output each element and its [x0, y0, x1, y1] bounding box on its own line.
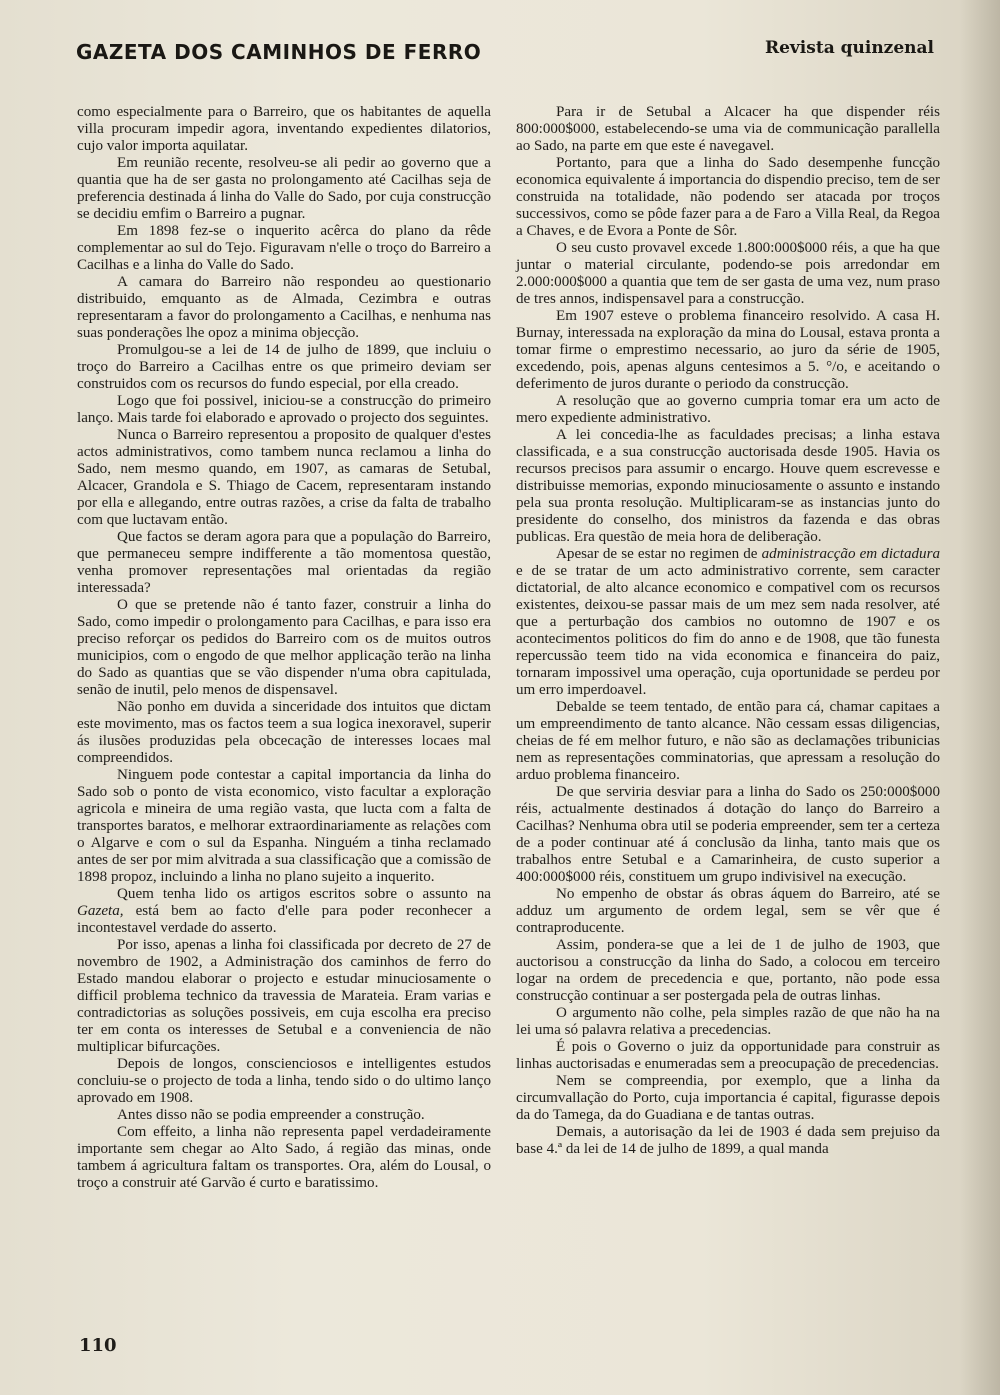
paragraph: Não ponho em duvida a sinceridade dos intuitos que dictam este movimento, mas os factos teem a sua logica inexoravel, superir ás ilusões produzidas pela obcecação de interesses locaes mal compreendidos.: [77, 699, 491, 766]
paragraph: Por isso, apenas a linha foi classificada por decreto de 27 de novembro de 1902, a Administração dos caminhos de ferro do Estado mandou elaborar o projecto e estudar minuciosamente o difficil problema technico da travessia de Marateia. Eram varias e contradictorias as soluções possiveis, em cuja escolha era preciso ter em conta os interesses de Setubal e a conveniencia de não multiplicar bifurcações.: [77, 937, 491, 1055]
paragraph: Promulgou-se a lei de 14 de julho de 1899, que incluiu o troço do Barreiro a Cacilhas entre os que primeiro deviam ser construidos com os recursos do fundo especial, por ella creado.: [77, 342, 491, 392]
gazeta-reference: Gazeta,: [77, 903, 124, 919]
paragraph: Com effeito, a linha não representa papel verdadeiramente importante sem chegar ao Alto Sado, á região das minas, onde tambem á agricultura faltam os transportes. Ora, além do Lousal, o troço a construir até Garvão é curto e baratissimo.: [77, 1124, 491, 1191]
journal-title: GAZETA DOS CAMINHOS DE FERRO: [76, 40, 482, 64]
paragraph: Que factos se deram agora para que a população do Barreiro, que permaneceu sempre indifferente a tão momentosa questão, venha promover representações mal orientadas da região interessada?: [77, 529, 491, 596]
paragraph-text: Apesar de se estar no regimen de: [556, 546, 758, 562]
paragraph: Logo que foi possivel, iniciou-se a construcção do primeiro lanço. Mais tarde foi elaborado e aprovado o projecto dos seguintes.: [77, 393, 491, 426]
paragraph: Depois de longos, conscienciosos e intelligentes estudos concluiu-se o projecto de toda a linha, tendo sido o do ultimo lanço aprovado em 1908.: [77, 1056, 491, 1106]
journal-subtitle: Revista quinzenal: [764, 38, 934, 58]
paragraph: No empenho de obstar ás obras áquem do Barreiro, até se adduz um argumento de ordem legal, sem se vêr que é contraproducente.: [516, 886, 940, 936]
paragraph: Em reunião recente, resolveu-se ali pedir ao governo que a quantia que ha de ser gasta no prolongamento até Cacilhas seja de preferencia destinada á linha do Valle do Sado, por cuja construcção se decidiu emfim o Barreiro a pugnar.: [77, 155, 491, 222]
right-column: [516, 104, 940, 1158]
paragraph-text: está bem ao facto d'elle para poder reconhecer a incontestavel verdade do asserto.: [77, 903, 491, 936]
paragraph: O que se pretende não é tanto fazer, construir a linha do Sado, como impedir o prolongamento para Cacilhas, e para isso era preciso reforçar os pedidos do Barreiro com os de muitos outros municipios, com o engodo de que melhor applicação terão na linha do Sado as quantias que se vão dispender n'uma obra capitulada, senão de inutil, pelo menos de dispensavel.: [77, 597, 491, 698]
paragraph: Em 1907 esteve o problema financeiro resolvido. A casa H. Burnay, interessada na exploração da mina do Lousal, estava pronta a tomar firme o emprestimo necessario, ao juro da série de 1905, excedendo, pois, apenas alguns centesimos a 5. °/o, e aceitando o deferimento de juros durante o periodo da construcção.: [516, 308, 940, 392]
paragraph: A lei concedia-lhe as faculdades precisas; a linha estava classificada, e a sua construcção auctorisada desde 1905. Havia os recursos precisos para assumir o encargo. Houve quem escrevesse e distribuisse memorias, expondo minuciosamente o assunto e instando pela sua pronta resolução. Multiplicaram-se as instancias junto do presidente do conselho, dos ministros da fazenda e das obras publicas. Era questão de meia hora de deliberação.: [516, 427, 940, 545]
paragraph: A resolução que ao governo cumpria tomar era um acto de mero expediente administrativo.: [516, 393, 940, 426]
paragraph: Nunca o Barreiro representou a proposito de qualquer d'estes actos administrativos, como tambem nunca reclamou a linha do Sado, nem mesmo quando, em 1907, as camaras de Setubal, Alcacer, Grandola e S. Thiago de Cacem, representaram instando por ella e allegando, entre outras razões, a crise da falta de trabalho com que luctavam então.: [77, 427, 491, 528]
paragraph: Em 1898 fez-se o inquerito acêrca do plano da rêde complementar ao sul do Tejo. Figuravam n'elle o troço do Barreiro a Cacilhas e a linha do Valle do Sado.: [77, 223, 491, 273]
paragraph: De que serviria desviar para a linha do Sado os 250:000$000 réis, actualmente destinados á dotação do lanço do Barreiro a Cacilhas? Nenhuma obra util se poderia empreender, sem ter a certeza de a poder continuar até á conclusão da linha, tanto mais que os trabalhos entre Setubal e a Camarinheira, de custo superior a 400:000$000 réis, constituem um grupo indivisivel na execução.: [516, 784, 940, 885]
paragraph: O seu custo provavel excede 1.800:000$000 réis, a que ha que juntar o material circulante, podendo-se pois arredondar em 2.000:000$000 a quantia que tem de ser gasta de uma vez, num praso de tres annos, indispensavel para a construcção.: [516, 240, 940, 307]
left-column: [77, 104, 491, 1192]
page-edge-shadow: [960, 0, 1000, 1395]
paragraph: Portanto, para que a linha do Sado desempenhe funcção economica equivalente á importancia do dispendio preciso, tem de ser construida na totalidade, não podendo ser atacada por troços successivos, como se pôde fazer para a de Faro a Villa Real, da Regoa a Chaves, e de Evora a Ponte de Sôr.: [516, 155, 940, 239]
paragraph: Demais, a autorisação da lei de 1903 é dada sem prejuiso da base 4.ª da lei de 14 de julho de 1899, a qual manda: [516, 1124, 940, 1157]
paragraph: Antes disso não se podia empreender a construção.: [117, 1107, 425, 1123]
paragraph: Ninguem pode contestar a capital importancia da linha do Sado sob o ponto de vista economico, visto facultar a exploração agricola e mineira de uma região vasta, que lucta com a falta de transportes baratos, e melhorar extraordinariamente as relações com o Algarve e com o sul da Espanha. Ninguém a tinha reclamado antes de ser por mim alvitrada a sua classificação que a comissão de 1898 propoz, incluindo a linha no plano sujeito a inquerito.: [77, 767, 491, 885]
paragraph: [516, 546, 940, 699]
paragraph: A camara do Barreiro não respondeu ao questionario distribuido, emquanto as de Almada, Cezimbra e outras representaram a favor do prolongamento a Cacilhas, e nenhuma nas suas ponderações lhe opoz a minima objecção.: [77, 274, 491, 341]
running-header: [76, 36, 934, 70]
paragraph: Nem se compreendia, por exemplo, que a linha da circumvallação do Porto, cuja importancia é capital, figurasse depois da do Tamega, da do Guadiana e de tantas outras.: [516, 1073, 940, 1123]
paragraph: Assim, pondera-se que a lei de 1 de julho de 1903, que auctorisou a construcção da linha do Sado, a colocou em terceiro logar na ordem de precedencia e que, portanto, não pode essa construcção continuar a ser postergada pela de outras linhas.: [516, 937, 940, 1004]
paragraph-text: Quem tenha lido os artigos escritos sobre o assunto na: [117, 886, 491, 902]
paragraph: O argumento não colhe, pela simples razão de que não ha na lei uma só palavra relativa a precedencias.: [516, 1005, 940, 1038]
paragraph: É pois o Governo o juiz da opportunidade para construir as linhas auctorisadas e enumeradas sem a preocupação de precedencias.: [516, 1039, 940, 1072]
paragraph: Para ir de Setubal a Alcacer ha que dispender réis 800:000$000, estabelecendo-se uma via de communicação parallella ao Sado, na parte em que este é navegavel.: [516, 104, 940, 154]
paragraph-text: e de se tratar de um acto administrativo corrente, sem caracter dictatorial, de alto alcance economico e compativel com os recursos existentes, deixou-se passar mais de um mez sem nada resolver, até que a perturbação dos cambios no outomno de 1907 e os acontecimentos politicos do fim do anno e de 1908, que tão funesta repercussão teem tido na vida economica e financeira do paiz, tornaram impossivel uma operação, cuja oportunidade se perdeu por um erro imperdoavel.: [516, 563, 940, 698]
page-number: 110: [79, 1335, 117, 1356]
paragraph: Debalde se teem tentado, de então para cá, chamar capitaes a um empreendimento de tanto alcance. Não cessam essas diligencias, cheias de fé em melhor futuro, e não são as declamações tribunicias nem as representações comminatorias, que apressam a resolução do arduo problema financeiro.: [516, 699, 940, 783]
paragraph: como especialmente para o Barreiro, que os habitantes de aquella villa procuram impedir agora, inventando expedientes dilatorios, cujo valor importa aquilatar.: [77, 104, 491, 154]
italic-phrase: administracção em dictadura: [761, 546, 941, 562]
paragraph: [77, 886, 491, 937]
